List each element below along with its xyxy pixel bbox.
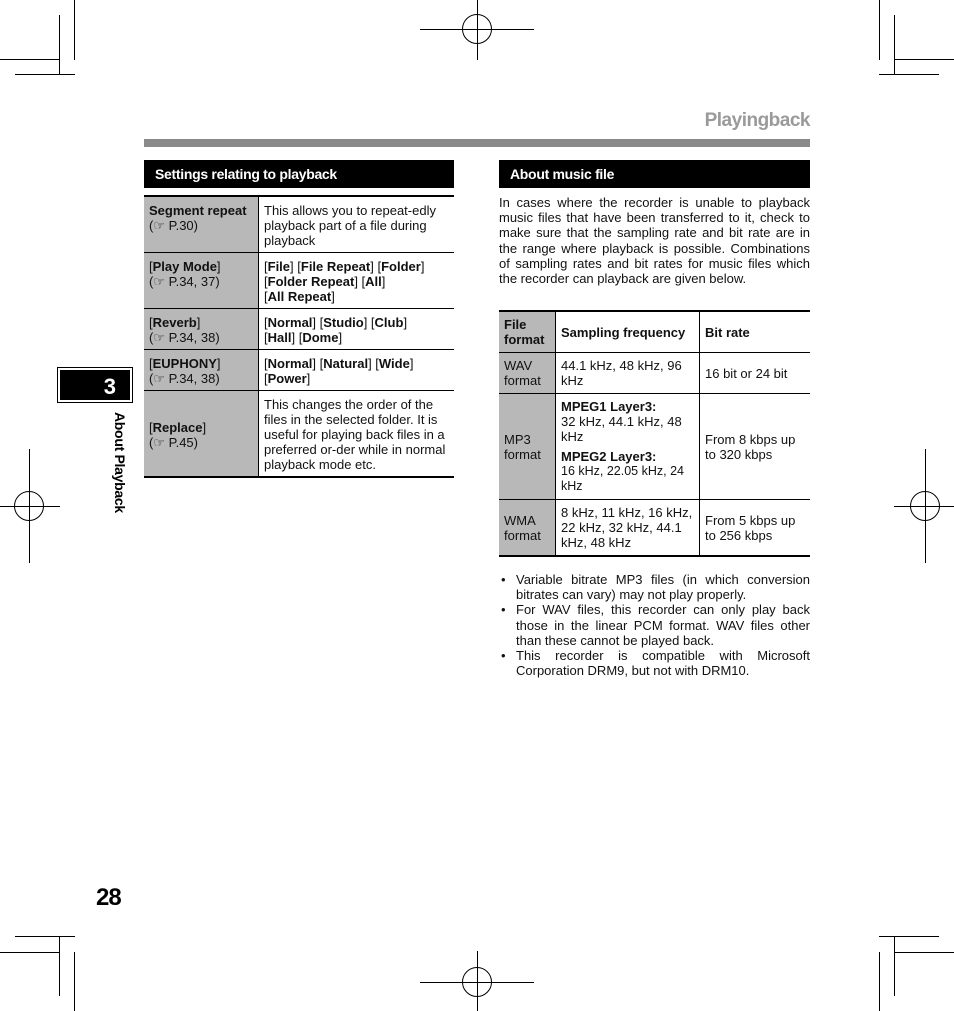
option: Normal <box>267 356 313 371</box>
setting-name: EUPHONY <box>152 356 217 371</box>
page-reference: (☞ P.34, 38) <box>149 371 220 386</box>
table-row <box>144 253 454 309</box>
option: All Repeat <box>267 289 332 304</box>
option: Folder Repeat <box>267 274 355 289</box>
column-header: Sampling frequency <box>556 311 700 353</box>
chapter-side-label: About Playback <box>112 412 128 513</box>
bullet: • <box>501 602 506 618</box>
bullet: • <box>501 648 506 664</box>
setting-name-cell: [Reverb] (☞ P.34, 38) <box>144 309 259 350</box>
music-heading: About music file <box>499 160 810 188</box>
list-item <box>499 572 810 602</box>
option: File <box>267 259 291 274</box>
table-row <box>144 309 454 350</box>
table-row <box>144 350 454 391</box>
bitrate-cell: 16 bit or 24 bit <box>700 353 811 394</box>
format-cell: WMA format <box>499 500 556 557</box>
option: Normal <box>267 315 313 330</box>
page-header-title: Playingback <box>704 110 810 131</box>
bitrate-cell: From 8 kbps up to 320 kbps <box>700 394 811 500</box>
sampling-cell: 44.1 kHz, 48 kHz, 96 kHz <box>556 353 700 394</box>
setting-description: This changes the order of the files in the selected folder. It is useful for playing back files in a preferred or-der while in normal playback mode etc. <box>259 391 455 478</box>
table-row <box>144 391 454 478</box>
table-row <box>499 394 810 500</box>
setting-name: Replace <box>152 419 203 435</box>
option: Hall <box>267 330 292 345</box>
option: Folder <box>381 259 421 274</box>
setting-name-cell: [Play Mode] (☞ P.34, 37) <box>144 253 259 309</box>
page-reference: (☞ P.34, 38) <box>149 330 220 345</box>
setting-name-cell: [Replace] (☞ P.45) <box>144 391 259 478</box>
page-reference: (☞ P.34, 37) <box>149 274 220 289</box>
header-rule <box>144 139 810 147</box>
option: Natural <box>323 356 369 371</box>
mpeg1-values: 32 kHz, 44.1 kHz, 48 kHz <box>561 414 682 444</box>
mpeg1-label: MPEG1 Layer3: <box>561 399 657 414</box>
mpeg2-label: MPEG2 Layer3: <box>561 449 657 464</box>
table-row <box>499 500 810 557</box>
setting-name-cell: [EUPHONY] (☞ P.34, 38) <box>144 350 259 391</box>
setting-name: Segment repeat <box>149 203 247 218</box>
format-cell: WAV format <box>499 353 556 394</box>
option: File Repeat <box>300 259 371 274</box>
list-item <box>499 648 810 678</box>
sampling-cell: 8 kHz, 11 kHz, 16 kHz, 22 kHz, 32 kHz, 44.1 kHz, 48 kHz <box>556 500 700 557</box>
bitrate-cell: From 5 kbps up to 256 kbps <box>700 500 811 557</box>
music-intro: In cases where the recorder is unable to playback music files that have been transferred to it, check to make sure that the sampling rate and bit rate are in the range where playback is possible. Combinations of sampling rates and bit rates for music files which the recorder can playback are given below. <box>499 195 810 287</box>
page-reference: (☞ P.30) <box>149 218 198 233</box>
note-text: This recorder is compatible with Microsoft Corporation DRM9, but not with DRM10. <box>516 648 810 679</box>
option: Studio <box>323 315 364 330</box>
option: Wide <box>378 356 410 371</box>
page-number: 28 <box>96 884 121 911</box>
settings-heading: Settings relating to playback <box>144 160 454 188</box>
table-row <box>144 196 454 253</box>
note-text: For WAV files, this recorder can only play back those in the linear PCM format. WAV files other than these cannot be played back. <box>516 602 810 648</box>
music-format-table <box>499 310 810 557</box>
setting-options: [File] [File Repeat] [Folder] [Folder Repeat] [All] [All Repeat] <box>259 253 455 309</box>
option: All <box>365 274 382 289</box>
settings-table <box>144 195 454 478</box>
setting-options: [Normal] [Studio] [Club] [Hall] [Dome] <box>259 309 455 350</box>
bullet: • <box>501 572 506 587</box>
notes-list <box>499 572 810 678</box>
setting-name: Reverb <box>152 315 197 330</box>
option: Power <box>267 371 307 386</box>
table-row <box>499 353 810 394</box>
format-cell: MP3 format <box>499 394 556 500</box>
list-item <box>499 602 810 648</box>
mpeg2-values: 16 kHz, 22.05 kHz, 24 kHz <box>561 464 684 493</box>
setting-name-cell <box>144 196 259 253</box>
setting-options: [Normal] [Natural] [Wide] [Power] <box>259 350 455 391</box>
column-header: Bit rate <box>700 311 811 353</box>
setting-description: This allows you to repeat-edly playback part of a file during playback <box>259 196 455 253</box>
page-reference: (☞ P.45) <box>149 434 198 450</box>
sampling-cell <box>556 394 700 500</box>
note-text: Variable bitrate MP3 files (in which conversion bitrates can vary) may not play properly. <box>516 572 810 603</box>
option: Dome <box>302 330 339 345</box>
chapter-number: 3 <box>58 368 132 402</box>
table-header-row <box>499 311 810 353</box>
setting-name: Play Mode <box>152 259 217 274</box>
column-header: File format <box>499 311 556 353</box>
option: Club <box>374 315 404 330</box>
